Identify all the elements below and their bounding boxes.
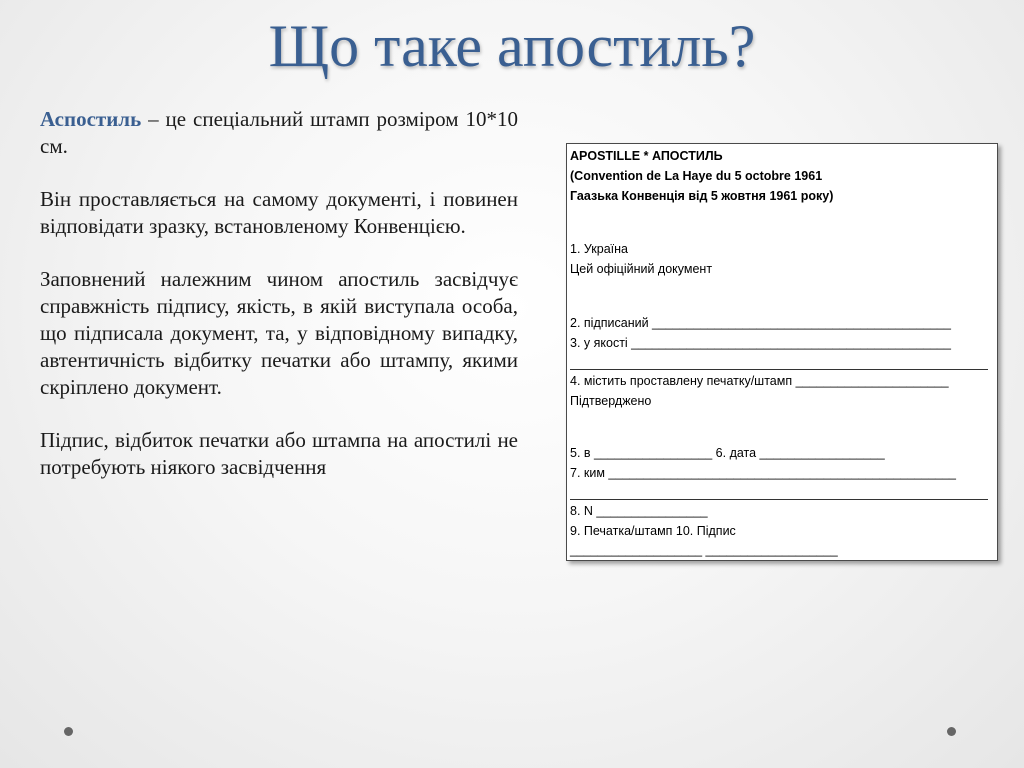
definition-text: – це спеціальний штамп розміром 10*10 см. [40, 107, 518, 158]
paragraph-certification: Заповнений належним чином апостиль засвідчує справжність підпису, якість, в якій виступала особа, що підписала документ, та, у відповідному випадку, автентичність відбитку печатки або штампу, якими скріплено документ. [40, 267, 518, 399]
stamp-item-number: 8. N ________________ [570, 504, 708, 518]
stamp-item-signed: 2. підписаний ___________________________________________ [570, 316, 951, 330]
stamp-item-place-date: 5. в _________________ 6. дата __________________ [570, 446, 885, 460]
decorative-dot-left [64, 727, 73, 736]
decorative-dot-right [947, 727, 956, 736]
stamp-signature-lines: ___________________ ___________________ [570, 543, 838, 557]
paragraph-placement: Він проставляється на самому документі, і повинен відповідати зразку, встановленому Конвенцією. [40, 187, 518, 238]
description-text [40, 106, 518, 507]
stamp-item-seal-signature: 9. Печатка/штамп 10. Підпис [570, 524, 736, 538]
apostille-stamp-sample [566, 143, 998, 561]
slide-title: Що таке апостиль? [268, 13, 756, 79]
stamp-header-title: APOSTILLE * АПОСТИЛЬ [570, 149, 723, 163]
term-apostille: Аспостиль [40, 107, 142, 131]
stamp-item-capacity: 3. у якості ______________________________________________ [570, 336, 951, 350]
stamp-item-document: Цей офіційний документ [570, 262, 713, 276]
stamp-item-seal: 4. містить проставлену печатку/штамп ______________________ [570, 374, 949, 388]
stamp-item-by-whom: 7. ким __________________________________________________ [570, 466, 957, 480]
stamp-confirmed: Підтверджено [570, 394, 652, 408]
stamp-divider [570, 499, 988, 500]
stamp-divider [570, 369, 988, 370]
stamp-header-convention-ua: Гаазька Конвенція від 5 жовтня 1961 року) [570, 189, 834, 203]
stamp-header-convention-fr: (Convention de La Haye du 5 octobre 1961 [570, 169, 823, 183]
stamp-item-country: 1. Україна [570, 242, 628, 256]
paragraph-no-legalization: Підпис, відбиток печатки або штампа на апостилі не потребують ніякого засвідчення [40, 428, 518, 479]
paragraph-definition [40, 106, 518, 160]
